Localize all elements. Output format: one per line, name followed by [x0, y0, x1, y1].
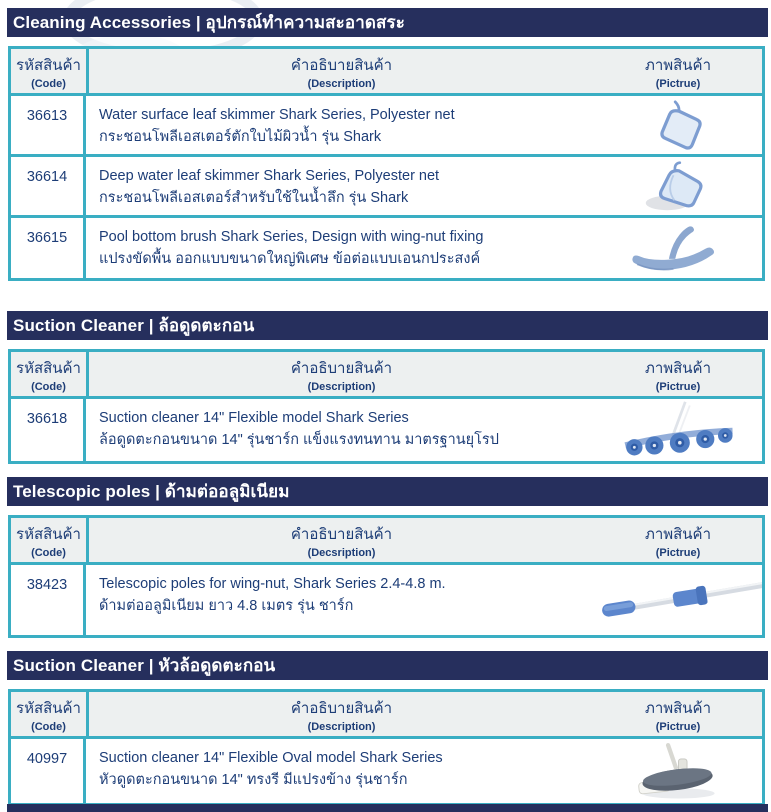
section-suction-cleaner-head	[0, 651, 771, 806]
product-description-english: Suction cleaner 14" Flexible model Shark Series	[99, 410, 409, 426]
column-header-description-english: (Description)	[307, 720, 376, 733]
column-header-description	[89, 49, 594, 93]
column-header-picture-thai: ภาพสินค้า	[644, 56, 712, 74]
product-code: 36615	[11, 218, 86, 278]
column-header-code	[11, 49, 89, 93]
product-description-thai: หัวดูดตะกอนขนาด 14" ทรงรี มีแปรงข้าง รุ่นชาร์ก	[99, 772, 408, 788]
section-title-bar	[7, 311, 768, 340]
column-header-code-english: (Code)	[31, 720, 66, 733]
suction-cleaner-wheels-image	[609, 400, 747, 460]
product-image-cell	[594, 96, 762, 154]
column-header-picture	[594, 692, 762, 736]
column-header-description-thai: คำอธิบายสินค้า	[290, 699, 393, 717]
product-row-36618	[11, 399, 762, 461]
column-header-code	[11, 352, 89, 396]
product-description-thai: แปรงขัดพื้น ออกแบบขนาดใหญ่พิเศษ ข้อต่อแบบเอนกประสงค์	[99, 251, 481, 267]
product-description-cell	[86, 739, 594, 803]
product-description-english: Suction cleaner 14" Flexible Oval model Shark Series	[99, 750, 443, 766]
product-code: 36618	[11, 399, 86, 461]
product-description-cell	[86, 399, 594, 461]
column-header-picture-thai: ภาพสินค้า	[644, 525, 712, 543]
section-title-bar	[7, 8, 768, 37]
column-header-picture-thai: ภาพสินค้า	[644, 699, 712, 717]
column-header-description-thai: คำอธิบายสินค้า	[290, 56, 393, 74]
product-image-cell	[594, 565, 762, 635]
column-header-description	[89, 518, 594, 562]
column-header-code	[11, 518, 89, 562]
section-title: Suction Cleaner | ล้อดูดตะกอน	[13, 316, 255, 335]
product-row-36613	[11, 96, 762, 154]
product-description-thai: กระชอนโพลีเอสเตอร์ตักใบไม้ผิวน้ำ รุ่น Shark	[99, 129, 382, 145]
product-row-36614	[11, 154, 762, 215]
section-suction-cleaner-wheels	[0, 311, 771, 464]
product-description-thai: กระชอนโพลีเอสเตอร์สำหรับใช้ในน้ำลึก รุ่น Shark	[99, 190, 409, 206]
section-title: Cleaning Accessories | อุปกรณ์ทำความสะอาดสระ	[13, 13, 405, 32]
column-header-code-thai: รหัสสินค้า	[16, 56, 81, 74]
column-header-code-english: (Code)	[31, 77, 66, 90]
column-header-code-thai: รหัสสินค้า	[16, 359, 81, 377]
product-table	[8, 689, 765, 806]
product-image-cell	[594, 739, 762, 803]
product-table	[8, 46, 765, 281]
column-header-description-thai: คำอธิบายสินค้า	[290, 359, 393, 377]
table-header-row	[11, 49, 762, 96]
column-header-description	[89, 692, 594, 736]
product-description-english: Water surface leaf skimmer Shark Series, Polyester net	[99, 107, 455, 123]
product-description-thai: ด้ามต่ออลูมิเนียม ยาว 4.8 เมตร รุ่น ชาร์ก	[99, 598, 354, 614]
product-description-english: Telescopic poles for wing-nut, Shark Series 2.4-4.8 m.	[99, 576, 446, 592]
product-description-cell	[86, 565, 594, 635]
column-header-description-english: (Description)	[307, 77, 376, 90]
product-row-38423	[11, 565, 762, 635]
column-header-code-english: (Code)	[31, 546, 66, 559]
next-section-bar-cropped	[7, 804, 768, 812]
column-header-picture-english: (Pictrue)	[655, 720, 701, 733]
section-title: Suction Cleaner | หัวล้อดูดตะกอน	[13, 656, 276, 675]
flat-leaf-skimmer-image	[642, 100, 714, 150]
product-description-cell	[86, 218, 594, 278]
column-header-picture-english: (Pictrue)	[655, 546, 701, 559]
column-header-picture-thai: ภาพสินค้า	[644, 359, 712, 377]
table-header-row	[11, 692, 762, 739]
section-cleaning-accessories	[0, 8, 771, 281]
section-title: Telescopic poles | ด้ามต่ออลูมิเนียม	[13, 482, 290, 501]
pool-bottom-brush-image	[626, 219, 730, 277]
telescopic-pole-image	[594, 571, 762, 627]
product-code: 40997	[11, 739, 86, 803]
section-title-bar	[7, 477, 768, 506]
product-code: 36613	[11, 96, 86, 154]
oval-suction-head-image	[623, 740, 733, 802]
product-image-cell	[594, 218, 762, 278]
column-header-picture	[594, 352, 762, 396]
table-header-row	[11, 352, 762, 399]
column-header-picture-english: (Pictrue)	[655, 77, 701, 90]
column-header-code-english: (Code)	[31, 380, 66, 393]
column-header-description-english: (Description)	[307, 380, 376, 393]
product-image-cell	[594, 157, 762, 215]
product-code: 38423	[11, 565, 86, 635]
column-header-picture	[594, 518, 762, 562]
section-telescopic-poles	[0, 477, 771, 638]
product-description-thai: ล้อดูดตะกอนขนาด 14" รุ่นชาร์ก แข็งแรงทนทาน มาตรฐานยุโรป	[99, 432, 499, 448]
product-description-cell	[86, 157, 594, 215]
product-table	[8, 515, 765, 638]
column-header-picture	[594, 49, 762, 93]
product-code: 36614	[11, 157, 86, 215]
column-header-code	[11, 692, 89, 736]
product-description-english: Deep water leaf skimmer Shark Series, Polyester net	[99, 168, 440, 184]
column-header-picture-english: (Pictrue)	[655, 380, 701, 393]
deep-leaf-skimmer-image	[638, 160, 718, 212]
column-header-code-thai: รหัสสินค้า	[16, 525, 81, 543]
table-header-row	[11, 518, 762, 565]
column-header-description-english: (Decsription)	[307, 546, 376, 559]
column-header-description	[89, 352, 594, 396]
product-description-cell	[86, 96, 594, 154]
section-title-bar	[7, 651, 768, 680]
product-row-40997	[11, 739, 762, 803]
column-header-description-thai: คำอธิบายสินค้า	[290, 525, 393, 543]
product-row-36615	[11, 215, 762, 278]
column-header-code-thai: รหัสสินค้า	[16, 699, 81, 717]
product-table	[8, 349, 765, 464]
product-description-english: Pool bottom brush Shark Series, Design with wing-nut fixing	[99, 229, 484, 245]
product-image-cell	[594, 399, 762, 461]
